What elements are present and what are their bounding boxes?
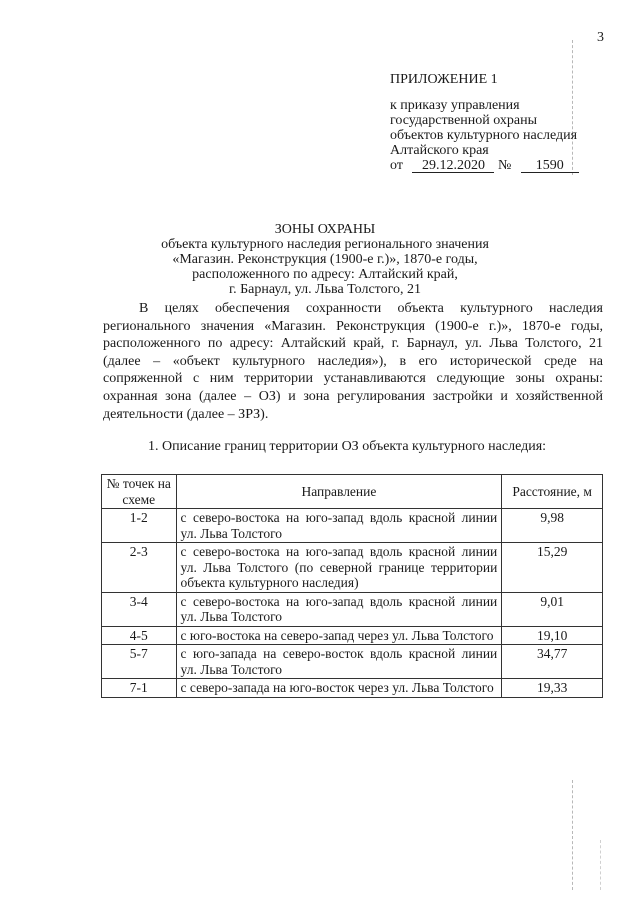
cell-points: 4-5	[102, 626, 177, 645]
appendix-line: объектов культурного наследия	[390, 128, 578, 143]
cell-direction: с северо-востока на юго-запад вдоль красной линии ул. Льва Толстого	[176, 509, 502, 543]
heading-title: ЗОНЫ ОХРАНЫ	[274, 222, 376, 237]
heading-line: объекта культурного наследия регионального значения	[161, 237, 489, 252]
order-reference	[390, 158, 579, 173]
cell-points: 1-2	[102, 509, 177, 543]
table-row	[102, 626, 603, 645]
appendix-line: государственной охраны	[390, 113, 538, 128]
cell-distance: 9,01	[502, 592, 603, 626]
appendix-block	[390, 72, 579, 173]
cell-direction: с юго-востока на северо-запад через ул. Льва Толстого	[176, 626, 502, 645]
order-number-sign: №	[497, 158, 512, 173]
header-distance: Расстояние, м	[502, 475, 603, 509]
cell-points: 3-4	[102, 592, 177, 626]
table-row	[102, 645, 603, 679]
table-row	[102, 592, 603, 626]
cell-direction: с северо-запада на юго-восток через ул. Льва Толстого	[176, 679, 502, 698]
heading-line: «Магазин. Реконструкция (1900-е г.)», 1870-е годы,	[172, 252, 478, 267]
order-number: 1590	[521, 159, 579, 173]
order-date: 29.12.2020	[412, 159, 494, 173]
cell-points: 2-3	[102, 543, 177, 593]
order-prefix: от	[390, 158, 403, 173]
header-direction: Направление	[176, 475, 502, 509]
scan-artifact-line	[600, 840, 601, 890]
table-row	[102, 509, 603, 543]
appendix-line: Алтайского края	[390, 143, 489, 158]
cell-distance: 34,77	[502, 645, 603, 679]
cell-points: 7-1	[102, 679, 177, 698]
cell-distance: 19,33	[502, 679, 603, 698]
cell-distance: 9,98	[502, 509, 603, 543]
cell-direction: с юго-запада на северо-восток вдоль красной линии ул. Льва Толстого	[176, 645, 502, 679]
appendix-line: к приказу управления	[390, 98, 520, 113]
document-heading	[160, 222, 490, 297]
cell-direction: с северо-востока на юго-запад вдоль красной линии ул. Льва Толстого (по северной границе территории объекта культурного наследия)	[176, 543, 502, 593]
cell-distance: 19,10	[502, 626, 603, 645]
cell-points: 5-7	[102, 645, 177, 679]
table-row	[102, 543, 603, 593]
cell-distance: 15,29	[502, 543, 603, 593]
scan-artifact-line	[572, 780, 573, 890]
header-points: № точек на схеме	[102, 475, 177, 509]
table-row	[102, 679, 603, 698]
intro-paragraph: В целях обеспечения сохранности объекта культурного наследия регионального значения «Магазин. Реконструкция (1900-е г.)», 1870-е годы, расположенного по адресу: Алтайский край, г. Барнаул, ул. Льва Толстого, 21 (далее – «объект культурного наследия»), в его исторической среде на сопряженной с ним территории устанавливаются следующие зоны охраны: охранная зона (далее – ОЗ) и зона регулирования застройки и хозяйственной деятельности (далее – ЗРЗ).	[103, 301, 603, 422]
heading-line: расположенного по адресу: Алтайский край,	[192, 267, 458, 282]
section-caption: 1. Описание границ территории ОЗ объекта культурного наследия:	[148, 439, 547, 454]
table-header-row	[102, 475, 603, 509]
heading-line: г. Барнаул, ул. Льва Толстого, 21	[228, 282, 421, 297]
appendix-title: ПРИЛОЖЕНИЕ 1	[390, 72, 498, 87]
boundary-table	[101, 474, 603, 698]
cell-direction: с северо-востока на юго-запад вдоль красной линии ул. Льва Толстого	[176, 592, 502, 626]
page-number: 3	[597, 30, 604, 45]
